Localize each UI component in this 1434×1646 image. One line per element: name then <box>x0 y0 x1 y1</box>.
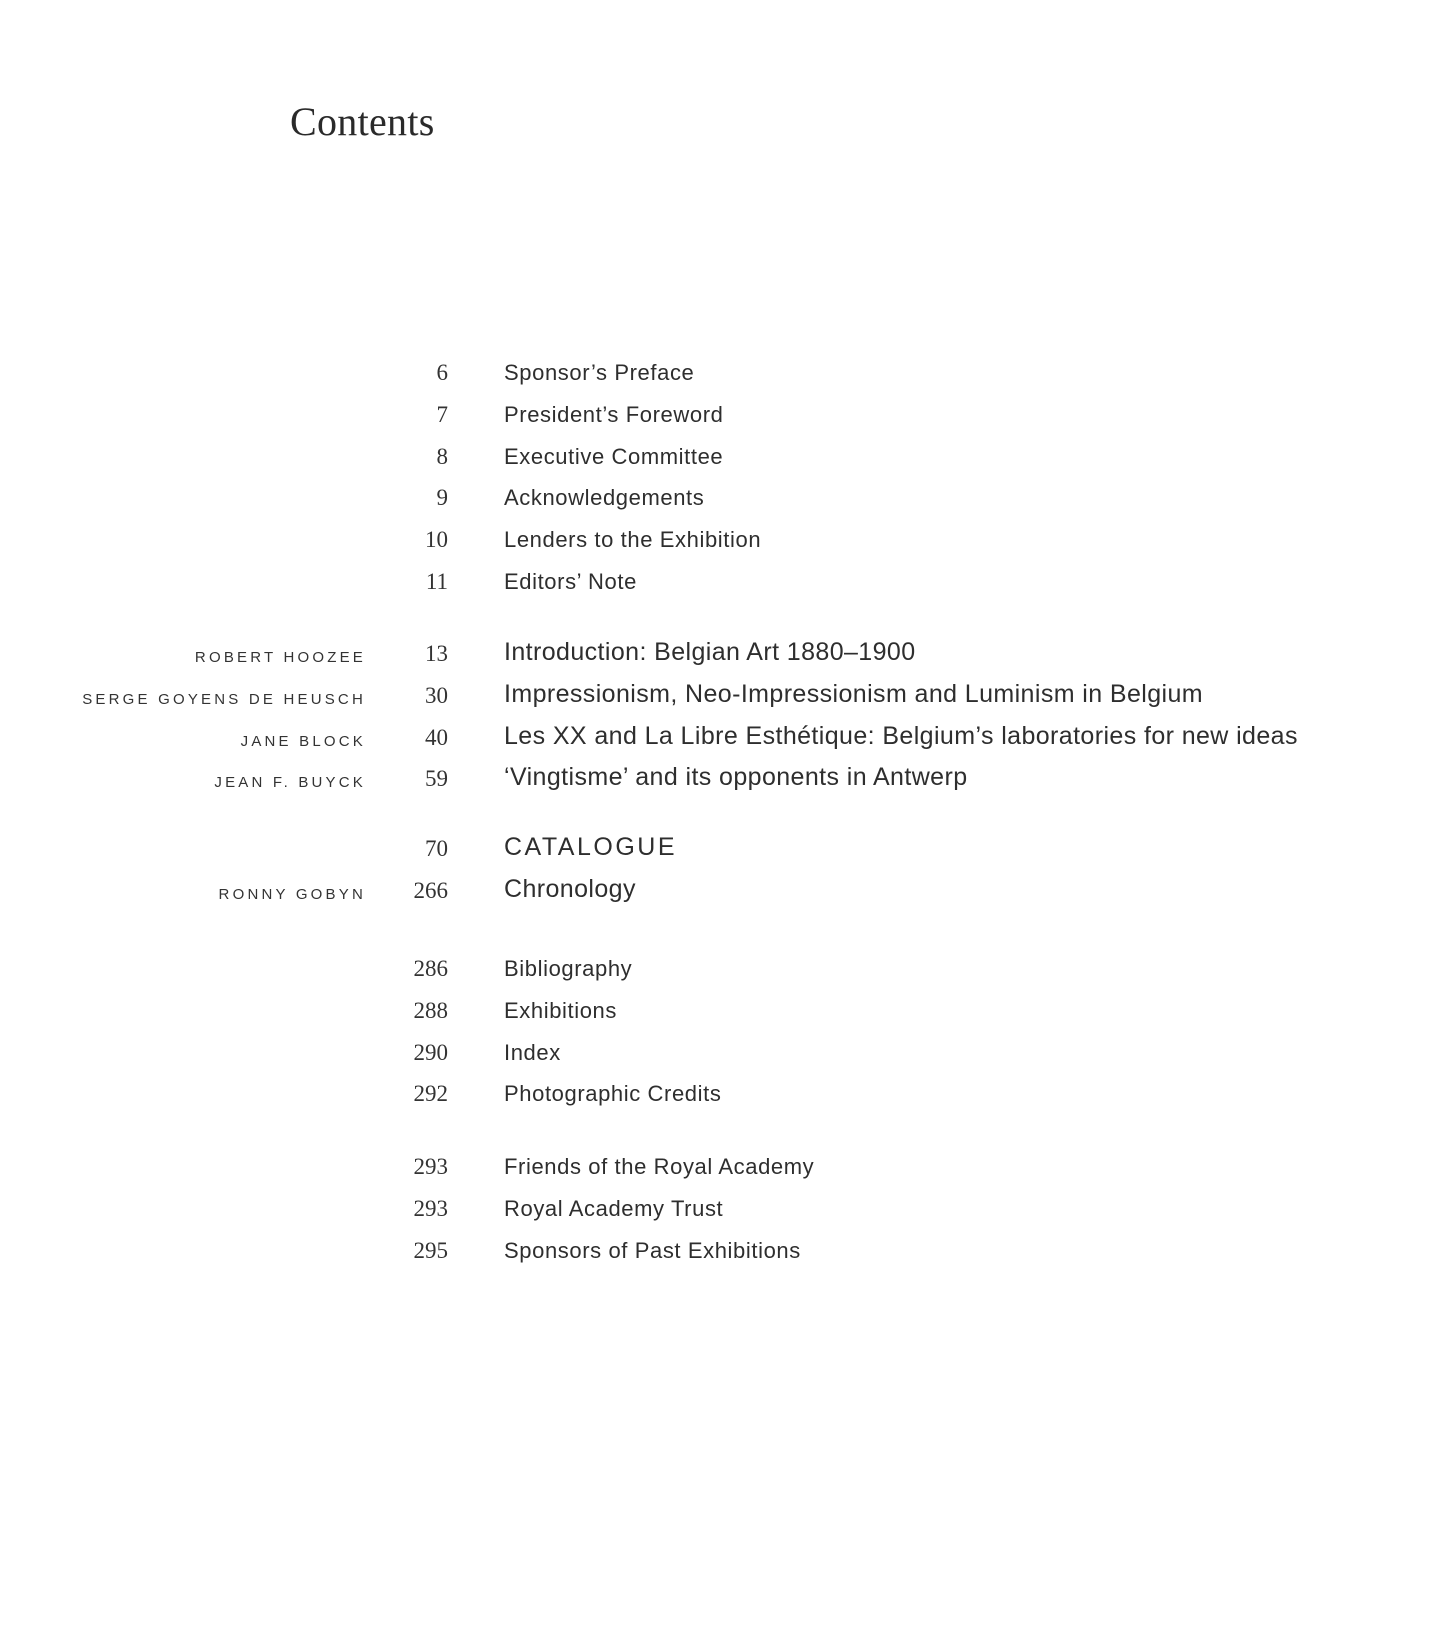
toc-entry-title: Acknowledgements <box>504 485 705 511</box>
toc-entry-title: CATALOGUE <box>504 833 677 861</box>
toc-page-number: 7 <box>436 401 448 427</box>
toc-author: SERGE GOYENS DE HEUSCH <box>82 690 366 708</box>
toc-entry-title: President’s Foreword <box>504 401 724 427</box>
toc-page-number: 293 <box>413 1154 448 1179</box>
toc-page-number: 286 <box>413 956 448 981</box>
toc-page-number: 293 <box>413 1195 448 1221</box>
toc-page-number: 266 <box>413 877 448 903</box>
toc-page-number: 288 <box>413 997 448 1023</box>
toc-entry <box>0 440 1434 482</box>
toc-page-number: 11 <box>425 569 448 594</box>
toc-entry-title: Editors’ Note <box>504 569 637 594</box>
toc-entry-title: Lenders to the Exhibition <box>504 527 762 553</box>
toc-entry <box>0 1077 1434 1119</box>
toc-entry-title: Photographic Credits <box>504 1081 722 1107</box>
toc-entry <box>0 1150 1434 1192</box>
toc-page-number: 295 <box>413 1237 448 1263</box>
toc-entry-title: Exhibitions <box>504 997 617 1023</box>
toc-page-number: 6 <box>436 360 448 385</box>
toc-entry-title: Index <box>504 1039 561 1065</box>
toc-entry-title: Bibliography <box>504 956 633 981</box>
toc-page-number: 292 <box>413 1081 448 1107</box>
toc-entry <box>0 398 1434 440</box>
toc-entry <box>0 952 1434 994</box>
toc-entry <box>0 721 1434 763</box>
toc-page-number: 8 <box>436 443 448 469</box>
toc-entry-title: Sponsor’s Preface <box>504 360 695 385</box>
toc-entry <box>0 356 1434 398</box>
toc-entry-title: Chronology <box>504 874 636 903</box>
toc-entry <box>0 523 1434 565</box>
toc-entry <box>0 832 1434 874</box>
toc-page-number: 30 <box>425 682 448 708</box>
page-title: Contents <box>290 99 435 144</box>
toc-entry <box>0 1036 1434 1078</box>
toc-entry-title: Impressionism, Neo-Impressionism and Luminism in Belgium <box>504 679 1204 708</box>
toc-entry <box>0 994 1434 1036</box>
toc-entry-title: Sponsors of Past Exhibitions <box>504 1237 801 1263</box>
toc-page-number: 10 <box>425 527 448 553</box>
toc-entry <box>0 637 1434 679</box>
toc-entry-title: Royal Academy Trust <box>504 1195 724 1221</box>
toc-entry-title: Friends of the Royal Academy <box>504 1154 815 1179</box>
toc-entry-title: Introduction: Belgian Art 1880–1900 <box>504 638 916 666</box>
toc-entry <box>0 679 1434 721</box>
toc-author: JEAN F. BUYCK <box>214 774 366 792</box>
toc-author: RONNY GOBYN <box>218 885 366 903</box>
toc-entry-title: Les XX and La Libre Esthétique: Belgium’s laboratories for new ideas <box>504 721 1298 750</box>
toc-entry <box>0 481 1434 523</box>
toc-entry <box>0 874 1434 916</box>
toc-page-number: 59 <box>425 766 448 792</box>
toc-entry <box>0 1192 1434 1234</box>
toc-author: ROBERT HOOZEE <box>194 649 366 666</box>
toc-entry <box>0 762 1434 804</box>
toc-page-number: 9 <box>436 485 448 511</box>
toc-page-number: 13 <box>425 641 448 666</box>
toc-page-number: 70 <box>425 836 448 861</box>
toc-author: JANE BLOCK <box>240 732 366 750</box>
toc-page-number: 40 <box>425 724 448 750</box>
toc-entry <box>0 565 1434 607</box>
toc-entry <box>0 1234 1434 1276</box>
toc-page-number: 290 <box>413 1039 448 1065</box>
toc-entry-title: Executive Committee <box>504 443 724 469</box>
toc-entry-title: ‘Vingtisme’ and its opponents in Antwerp <box>504 763 968 792</box>
